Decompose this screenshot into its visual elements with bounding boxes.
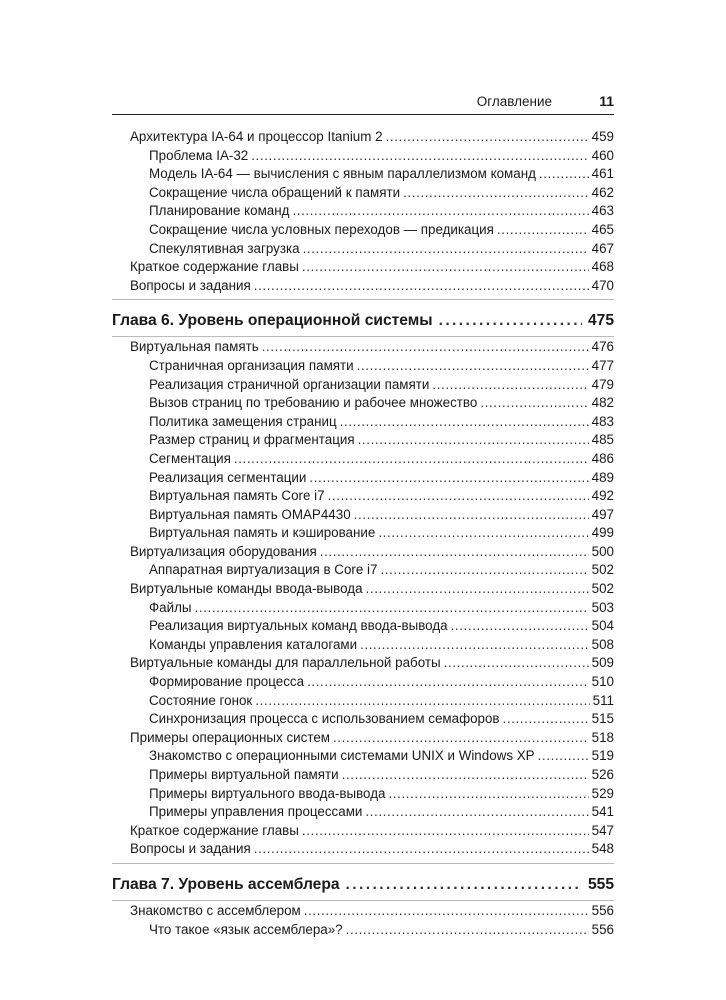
- dot-leader: [451, 618, 589, 633]
- toc-entry-title: Виртуальная память Core i7: [149, 488, 325, 504]
- toc-entry: [112, 166, 614, 185]
- toc-entry-page: 511: [592, 692, 614, 708]
- toc-entry-title: Краткое содержание главы: [130, 822, 299, 838]
- toc-entry: [112, 432, 614, 451]
- running-header: [112, 94, 614, 115]
- toc-entry-page: 547: [591, 822, 614, 838]
- header-title: Оглавление: [476, 94, 552, 109]
- toc-entry: [112, 600, 614, 619]
- toc-entry-title: Спекулятивная загрузка: [149, 240, 300, 256]
- toc-entry: [112, 581, 614, 600]
- toc-entry: [112, 544, 614, 563]
- toc-entry-title: Сегментация: [149, 450, 231, 466]
- toc-entry-page: 502: [591, 562, 614, 578]
- toc-entry-title: Политика замещения страниц: [149, 413, 337, 429]
- toc-entry: [112, 655, 614, 674]
- toc-entry-title: Сокращение числа условных переходов — предикация: [149, 221, 494, 237]
- dot-leader: [328, 488, 589, 503]
- dot-leader: [386, 129, 589, 144]
- toc-entry: [112, 451, 614, 470]
- toc-entry: [112, 786, 614, 805]
- dot-leader: [234, 451, 589, 466]
- toc-entry-page: 489: [591, 469, 614, 485]
- dot-leader: [340, 414, 589, 429]
- toc-chapter-entry: [112, 872, 614, 898]
- dot-leader: [365, 804, 588, 819]
- toc-entry-page: 509: [591, 655, 614, 671]
- dot-leader: [380, 562, 588, 577]
- toc-entry: [112, 711, 614, 730]
- dot-leader: [254, 278, 589, 293]
- toc-entry-title: Примеры виртуальной памяти: [149, 767, 339, 782]
- dot-leader: [539, 166, 589, 181]
- toc-entry: [112, 525, 614, 544]
- toc-entry-title: Виртуальные команды ввода-вывода: [130, 581, 363, 597]
- toc-entry: [112, 358, 614, 377]
- toc-entry-title: Аппаратная виртуализация в Core i7: [149, 562, 378, 578]
- dot-leader: [302, 259, 589, 274]
- dot-leader: [303, 241, 589, 256]
- toc-entry: [112, 841, 614, 860]
- toc-entry-title: Виртуальная память и кэширование: [149, 525, 376, 541]
- toc-entry-title: Знакомство с ассемблером: [130, 902, 301, 918]
- toc-entry: [112, 222, 614, 241]
- toc-entry-page: 541: [591, 804, 614, 820]
- dot-leader: [304, 903, 589, 918]
- toc-entry-title: Вопросы и задания: [130, 277, 251, 293]
- table-of-contents: [112, 129, 614, 940]
- chapter-divider: [112, 299, 614, 300]
- toc-entry-title: Сокращение числа обращений к памяти: [149, 184, 401, 200]
- dot-leader: [480, 395, 588, 410]
- dot-leader: [357, 358, 589, 373]
- toc-entry-page: 508: [591, 636, 614, 652]
- toc-entry: [112, 903, 614, 922]
- dot-leader: [432, 377, 588, 392]
- toc-entry-title: Проблема IA-32: [149, 147, 249, 163]
- toc-entry-page: 529: [591, 785, 614, 801]
- toc-entry-page: 548: [591, 841, 614, 857]
- dot-leader: [378, 525, 588, 540]
- toc-entry-title: Формирование процесса: [149, 674, 305, 690]
- toc-entry-title: Размер страниц и фрагментация: [149, 432, 355, 448]
- toc-entry-page: 470: [591, 277, 614, 293]
- dot-leader: [320, 544, 589, 559]
- dot-leader: [403, 185, 589, 200]
- dot-leader: [346, 876, 582, 894]
- toc-entry: [112, 241, 614, 260]
- toc-entry: [112, 562, 614, 581]
- toc-entry: [112, 278, 614, 297]
- dot-leader: [366, 581, 589, 596]
- toc-entry: [112, 148, 614, 167]
- toc-entry-page: 477: [591, 357, 614, 373]
- toc-entry-page: 503: [591, 599, 614, 615]
- dot-leader: [388, 786, 588, 801]
- toc-entry: [112, 339, 614, 358]
- toc-entry-page: 510: [591, 674, 614, 690]
- toc-entry: [112, 693, 614, 712]
- toc-entry-title: Синхронизация процесса с использованием семафоров: [149, 711, 500, 727]
- toc-entry-title: Виртуальные команды для параллельной работы: [130, 655, 441, 671]
- toc-entry: [112, 507, 614, 526]
- dot-leader: [307, 674, 589, 689]
- toc-entry-title: Что такое «язык ассемблера»?: [149, 921, 343, 937]
- toc-entry-page: 460: [591, 147, 614, 163]
- toc-entry-title: Виртуальная память OMAP4430: [149, 506, 351, 522]
- toc-entry: [112, 637, 614, 656]
- toc-entry-title: Примеры операционных систем: [130, 729, 330, 745]
- chapter-underline: [112, 336, 614, 337]
- toc-entry-page: 500: [591, 543, 614, 559]
- toc-entry-title: Примеры виртуального ввода-вывода: [149, 785, 386, 801]
- toc-entry-page: 479: [591, 376, 614, 392]
- toc-entry-title: Реализация виртуальных команд ввода-вывода: [149, 618, 448, 634]
- toc-entry-title: Реализация сегментации: [149, 469, 307, 485]
- toc-entry: [112, 185, 614, 204]
- toc-entry: [112, 129, 614, 148]
- toc-entry-page: 492: [591, 488, 614, 504]
- toc-entry: [112, 767, 614, 786]
- dot-leader: [302, 823, 589, 838]
- toc-entry-title: Модель IA-64 — вычисления с явным параллелизмом команд: [149, 166, 536, 182]
- toc-entry-page: 475: [587, 312, 614, 330]
- toc-entry-title: Знакомство с операционными системами UNIX и Windows XP: [149, 748, 535, 764]
- dot-leader: [309, 470, 588, 485]
- toc-entry-page: 476: [591, 339, 614, 355]
- toc-entry-page: 497: [591, 506, 614, 522]
- chapter-underline: [112, 900, 614, 901]
- toc-chapter-entry: [112, 308, 614, 334]
- dot-leader: [333, 730, 589, 745]
- toc-entry-page: 485: [591, 432, 614, 448]
- toc-entry-page: 556: [591, 921, 614, 937]
- toc-entry-page: 486: [591, 450, 614, 466]
- toc-entry-title: Страничная организация памяти: [149, 357, 354, 373]
- dot-leader: [254, 841, 589, 856]
- toc-entry: [112, 259, 614, 278]
- toc-entry-page: 556: [591, 902, 614, 918]
- toc-entry: [112, 804, 614, 823]
- toc-entry-title: Глава 6. Уровень операционной системы: [112, 312, 433, 330]
- toc-entry-page: 518: [591, 729, 614, 745]
- toc-entry-page: 462: [591, 184, 614, 200]
- toc-entry-page: 482: [591, 395, 614, 411]
- dot-leader: [503, 711, 589, 726]
- dot-leader: [497, 222, 589, 237]
- toc-entry-page: 468: [591, 259, 614, 275]
- dot-leader: [255, 693, 589, 708]
- dot-leader: [292, 203, 588, 218]
- toc-entry-title: Файлы: [149, 599, 192, 615]
- toc-entry-page: 519: [591, 748, 614, 764]
- toc-entry-page: 461: [591, 166, 614, 182]
- toc-entry-title: Команды управления каталогами: [149, 636, 358, 652]
- toc-entry: [112, 748, 614, 767]
- toc-entry-title: Примеры управления процессами: [149, 804, 363, 820]
- dot-leader: [358, 432, 589, 447]
- toc-entry-page: 467: [591, 240, 614, 256]
- toc-entry-page: 526: [591, 767, 614, 782]
- toc-entry-title: Реализация страничной организации памяти: [149, 376, 430, 392]
- toc-entry: [112, 470, 614, 489]
- toc-entry-page: 463: [591, 203, 614, 219]
- toc-entry: [112, 922, 614, 941]
- toc-entry: [112, 730, 614, 749]
- toc-entry-page: 465: [591, 221, 614, 237]
- dot-leader: [346, 922, 589, 937]
- chapter-divider: [112, 863, 614, 864]
- toc-entry-title: Виртуализация оборудования: [130, 543, 317, 559]
- toc-entry: [112, 377, 614, 396]
- dot-leader: [360, 637, 589, 652]
- toc-entry-title: Краткое содержание главы: [130, 259, 299, 275]
- toc-entry-title: Планирование команд: [149, 203, 290, 219]
- toc-entry-page: 504: [591, 618, 614, 634]
- page-number: 11: [599, 93, 614, 109]
- toc-entry: [112, 395, 614, 414]
- dot-leader: [251, 148, 588, 163]
- toc-entry: [112, 414, 614, 433]
- toc-entry: [112, 674, 614, 693]
- dot-leader: [195, 600, 589, 615]
- toc-entry-page: 499: [591, 525, 614, 541]
- toc-entry: [112, 488, 614, 507]
- dot-leader: [342, 767, 589, 782]
- toc-entry-title: Архитектура IA-64 и процессор Itanium 2: [130, 129, 383, 144]
- dot-leader: [538, 748, 589, 763]
- toc-entry: [112, 618, 614, 637]
- dot-leader: [262, 339, 589, 354]
- toc-entry-title: Глава 7. Уровень ассемблера: [112, 875, 340, 893]
- toc-entry-title: Состояние гонок: [149, 692, 253, 708]
- toc-entry-page: 483: [591, 413, 614, 429]
- toc-entry-title: Вопросы и задания: [130, 841, 251, 857]
- toc-entry-page: 459: [591, 129, 614, 144]
- dot-leader: [439, 312, 582, 330]
- toc-entry-page: 555: [587, 875, 614, 893]
- dot-leader: [354, 507, 589, 522]
- toc-entry-page: 502: [591, 581, 614, 597]
- toc-entry: [112, 823, 614, 842]
- toc-entry-page: 515: [591, 711, 614, 727]
- toc-entry-title: Вызов страниц по требованию и рабочее множество: [149, 395, 478, 411]
- dot-leader: [444, 655, 589, 670]
- toc-entry: [112, 203, 614, 222]
- toc-entry-title: Виртуальная память: [130, 339, 259, 355]
